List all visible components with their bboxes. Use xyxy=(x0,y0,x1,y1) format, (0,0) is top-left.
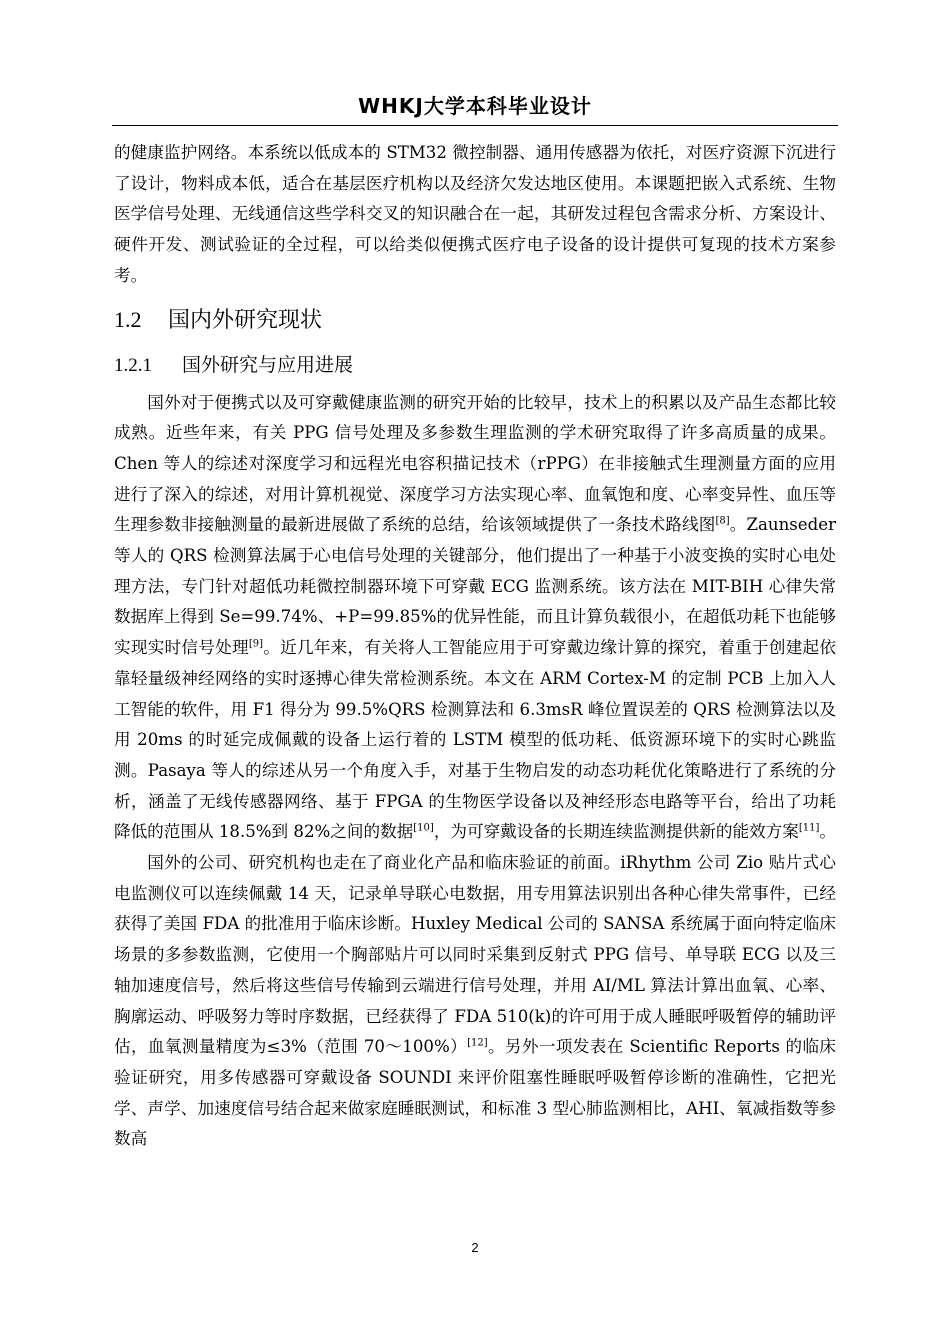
section-number: 1.2 xyxy=(114,306,142,332)
text-run: 。 xyxy=(819,822,836,842)
citation-ref: [11] xyxy=(798,822,820,834)
citation-ref: [8] xyxy=(715,515,730,527)
text-run: 。近几年来，有关将人工智能应用于可穿戴边缘计算的探究，着重于创建起依靠轻量级神经网络的实时逐搏心律失常检测系统。本文在 ARM Cortex-M 的定制 PCB 上加入人工智能的软件，用 F1 得分为 99.5%QRS 检测算法和 6.3msR 峰位置误差的 QRS 检测算法以及用 20ms 的时延完成佩戴的设备上运行着的 LSTM 模型的低功耗、低资源环境下的实时心跳监测。Pasaya 等人的综述从另一个角度入手，对基于生物启发的动态功耗优化策略进行了系统的分析，涵盖了无线传感器网络、基于 FPGA 的生物医学设备以及神经形态电路等平台，给出了功耗降低的范围从 18.5%到 82%之间的数据 xyxy=(114,638,837,842)
body-text xyxy=(114,138,836,1155)
subsection-title: 国外研究与应用进展 xyxy=(182,353,354,376)
text-run: 国外的公司、研究机构也走在了商业化产品和临床验证的前面。iRhythm 公司 Zio 贴片式心电监测仪可以连续佩戴 14 天，记录单导联心电数据，用专用算法识别出各种心律失常事件，已经获得了美国 FDA 的批准用于临床诊断。Huxley Medical 公司的 SANSA 系统属于面向特定临床场景的多参数监测，它使用一个胸部贴片可以同时采集到反射式 PPG 信号、单导联 ECG 以及三轴加速度信号，然后将这些信号传输到云端进行信号处理，并用 AI/ML 算法计算出血氧、心率、胸廓运动、呼吸努力等时序数据，已经获得了 FDA 510(k)的许可用于成人睡眠呼吸暂停的辅助评估，血氧测量精度为≤3%（范围 70～100%） xyxy=(114,853,836,1057)
paragraph-foreign-research xyxy=(114,388,836,849)
text-run: 国外对于便携式以及可穿戴健康监测的研究开始的比较早，技术上的积累以及产品生态都比较成熟。近些年来，有关 PPG 信号处理及多参数生理监测的学术研究取得了许多高质量的成果。Chen 等人的综述对深度学习和远程光电容积描记技术（rPPG）在非接触式生理测量方面的应用进行了深入的综述，对用计算机视觉、深度学习方法实现心率、血氧饱和度、心率变异性、血压等生理参数非接触测量的最新进展做了系统的总结，给该领域提供了一条技术路线图 xyxy=(114,392,836,535)
citation-ref: [9] xyxy=(248,638,263,650)
header-rule xyxy=(112,125,838,126)
text-run: 。Zaunseder 等人的 QRS 检测算法属于心电信号处理的关键部分，他们提出了一种基于小波变换的实时心电处理方法，专门针对超低功耗微控制器环境下可穿戴 ECG 监测系统。该方法在 MIT-BIH 心律失常数据库上得到 Se=99.74%、+P=99.85%的优异性能，而且计算负载很小，在超低功耗下也能够实现实时信号处理 xyxy=(114,515,837,658)
paragraph-intro-continuation: 的健康监护网络。本系统以低成本的 STM32 微控制器、通用传感器为依托，对医疗资源下沉进行了设计，物料成本低，适合在基层医疗机构以及经济欠发达地区使用。本课题把嵌入式系统、生物医学信号处理、无线通信这些学科交叉的知识融合在一起，其研发过程包含需求分析、方案设计、硬件开发、测试验证的全过程，可以给类似便携式医疗电子设备的设计提供可复现的技术方案参考。 xyxy=(114,143,836,285)
section-heading xyxy=(114,300,836,341)
citation-ref: [10] xyxy=(413,822,434,834)
text-run: 。另外一项发表在 Scientific Reports 的临床验证研究，用多传感器可穿戴设备 SOUNDI 来评价阻塞性睡眠呼吸暂停诊断的准确性，它把光学、声学、加速度信号结合起来做家庭睡眠测试，和标准 3 型心肺监测相比，AHI、氧减指数等参数高 xyxy=(114,1037,836,1149)
citation-ref: [12] xyxy=(467,1037,488,1049)
paragraph-commercial-products xyxy=(114,848,836,1155)
subsection-heading xyxy=(114,347,836,384)
text-run: ，为可穿戴设备的长期连续监测提供新的能效方案 xyxy=(433,822,799,842)
page-number: 2 xyxy=(471,1240,479,1255)
running-header: WHKJ大学本科毕业设计 xyxy=(358,94,592,118)
section-title: 国内外研究现状 xyxy=(168,307,323,333)
subsection-number: 1.2.1 xyxy=(114,354,152,376)
